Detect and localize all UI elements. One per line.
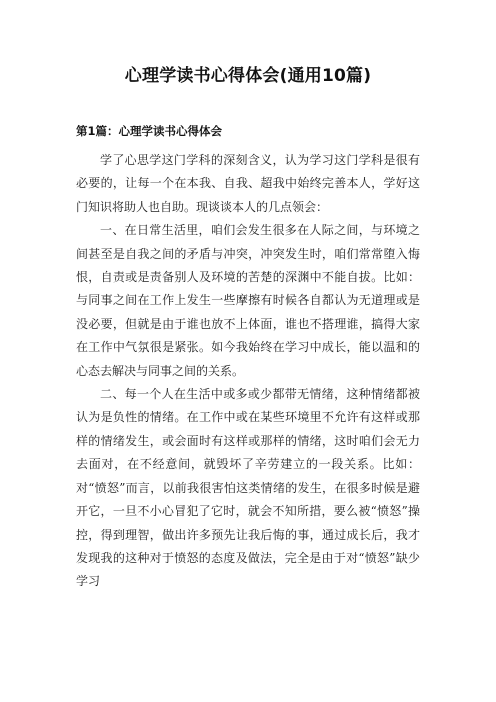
paragraph: 二、每一个人在生活中或多或少都带无情绪，这种情绪都被认为是负性的情绪。在工作中或在某些环境里不允许有这样或那样的情绪发生，或会面时有这样或那样的情绪，这时咱们会无力去面对，在不经意间，就毁坏了辛劳建立的一段关系。比如：对“愤怒”而言，以前我很害怕这类情绪的发生，在很多时候是避开它，一旦不小心冒犯了它时，就会不知所措，要么被“愤怒”操控，得到理智，做出许多预先让我后悔的事，通过成长后，我才发现我的这种对于愤怒的态度及做法，完全是由于对“愤怒”缺少学习 [76, 387, 420, 589]
paragraph: 学了心思学这门学科的深刻含义，认为学习这门学科是很有必要的，让每一个在本我、自我、超我中始终完善本人，学好这门知识将助人也自助。现谈谈本人的几点领会： [76, 153, 420, 214]
document-title: 心理学读书心得体会(通用10篇) [124, 66, 372, 86]
body-text [76, 149, 420, 594]
section-heading: 第1篇：心理学读书心得体会 [76, 124, 223, 138]
paragraph: 一、在日常生活里，咱们会发生很多在人际之间，与环境之间甚至是自我之间的矛盾与冲突，冲突发生时，咱们常常堕入悔恨，自责或是责备别人及环境的苦楚的深渊中不能自拔。比如：与同事之间在工作上发生一些摩擦有时候各自都认为无道理或是没必要，但就是由于谁也放不上体面，谁也不搭理谁，搞得大家在工作中气氛很是紧张。如今我始终在学习中成长，能以温和的心态去解决与同事之间的关系。 [76, 223, 420, 378]
